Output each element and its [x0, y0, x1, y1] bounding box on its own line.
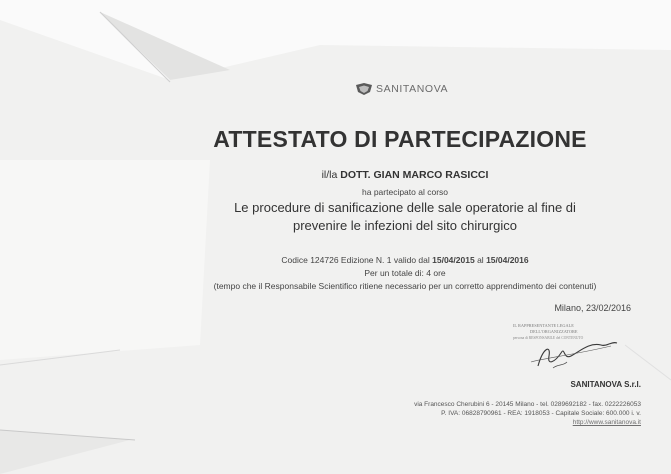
logo-text: SANITANOVA [376, 83, 449, 95]
participation-text: ha partecipato al corso [362, 187, 448, 197]
footer-website-link[interactable]: http://www.sanitanova.it [572, 419, 641, 426]
stamp-line-2: DELL'ORGANIZZATORE [530, 329, 578, 334]
valid-to-word: al [477, 255, 484, 265]
stamp-line-3: persona di RESPONSABILE del CONTENUTO [513, 336, 584, 340]
total-hours: Per un totale di: 4 ore [364, 268, 446, 278]
valid-to-date: 15/04/2016 [486, 255, 529, 265]
recipient-prefix: il/la [321, 169, 338, 181]
course-code-text: Codice 124726 Edizione N. 1 valido dal [281, 255, 430, 265]
stamp-line-1: IL RAPPRESENTANTE LEGALE [513, 323, 574, 328]
signature-stamp [503, 318, 628, 373]
time-note: (tempo che il Responsabile Scientifico ritiene necessario per un corretto apprendimento dei contenuti) [213, 281, 597, 291]
valid-from-date: 15/04/2015 [432, 255, 475, 265]
footer-address: via Francesco Cherubini 6 - 20145 Milano - tel. 0289692182 - fax. 0222226053 [414, 401, 641, 408]
footer-company: SANITANOVA S.r.l. [570, 380, 641, 389]
course-title-line-2: prevenire le infezioni del sito chirurgico [292, 218, 517, 233]
place-and-date: Milano, 23/02/2016 [554, 303, 631, 313]
recipient-name: DOTT. GIAN MARCO RASICCI [340, 169, 489, 181]
footer-registry: P. IVA: 06828790961 - REA: 1918053 - Capitale Sociale: 600.000 i. v. [441, 410, 641, 417]
sanitanova-logo [355, 80, 448, 98]
validity-line [150, 255, 660, 265]
recipient-line [150, 169, 660, 181]
course-title-line-1: Le procedure di sanificazione delle sale operatorie al fine di [234, 200, 576, 215]
certificate-title: ATTESTATO DI PARTECIPAZIONE [213, 126, 587, 152]
sanitanova-logo-icon [355, 82, 373, 96]
